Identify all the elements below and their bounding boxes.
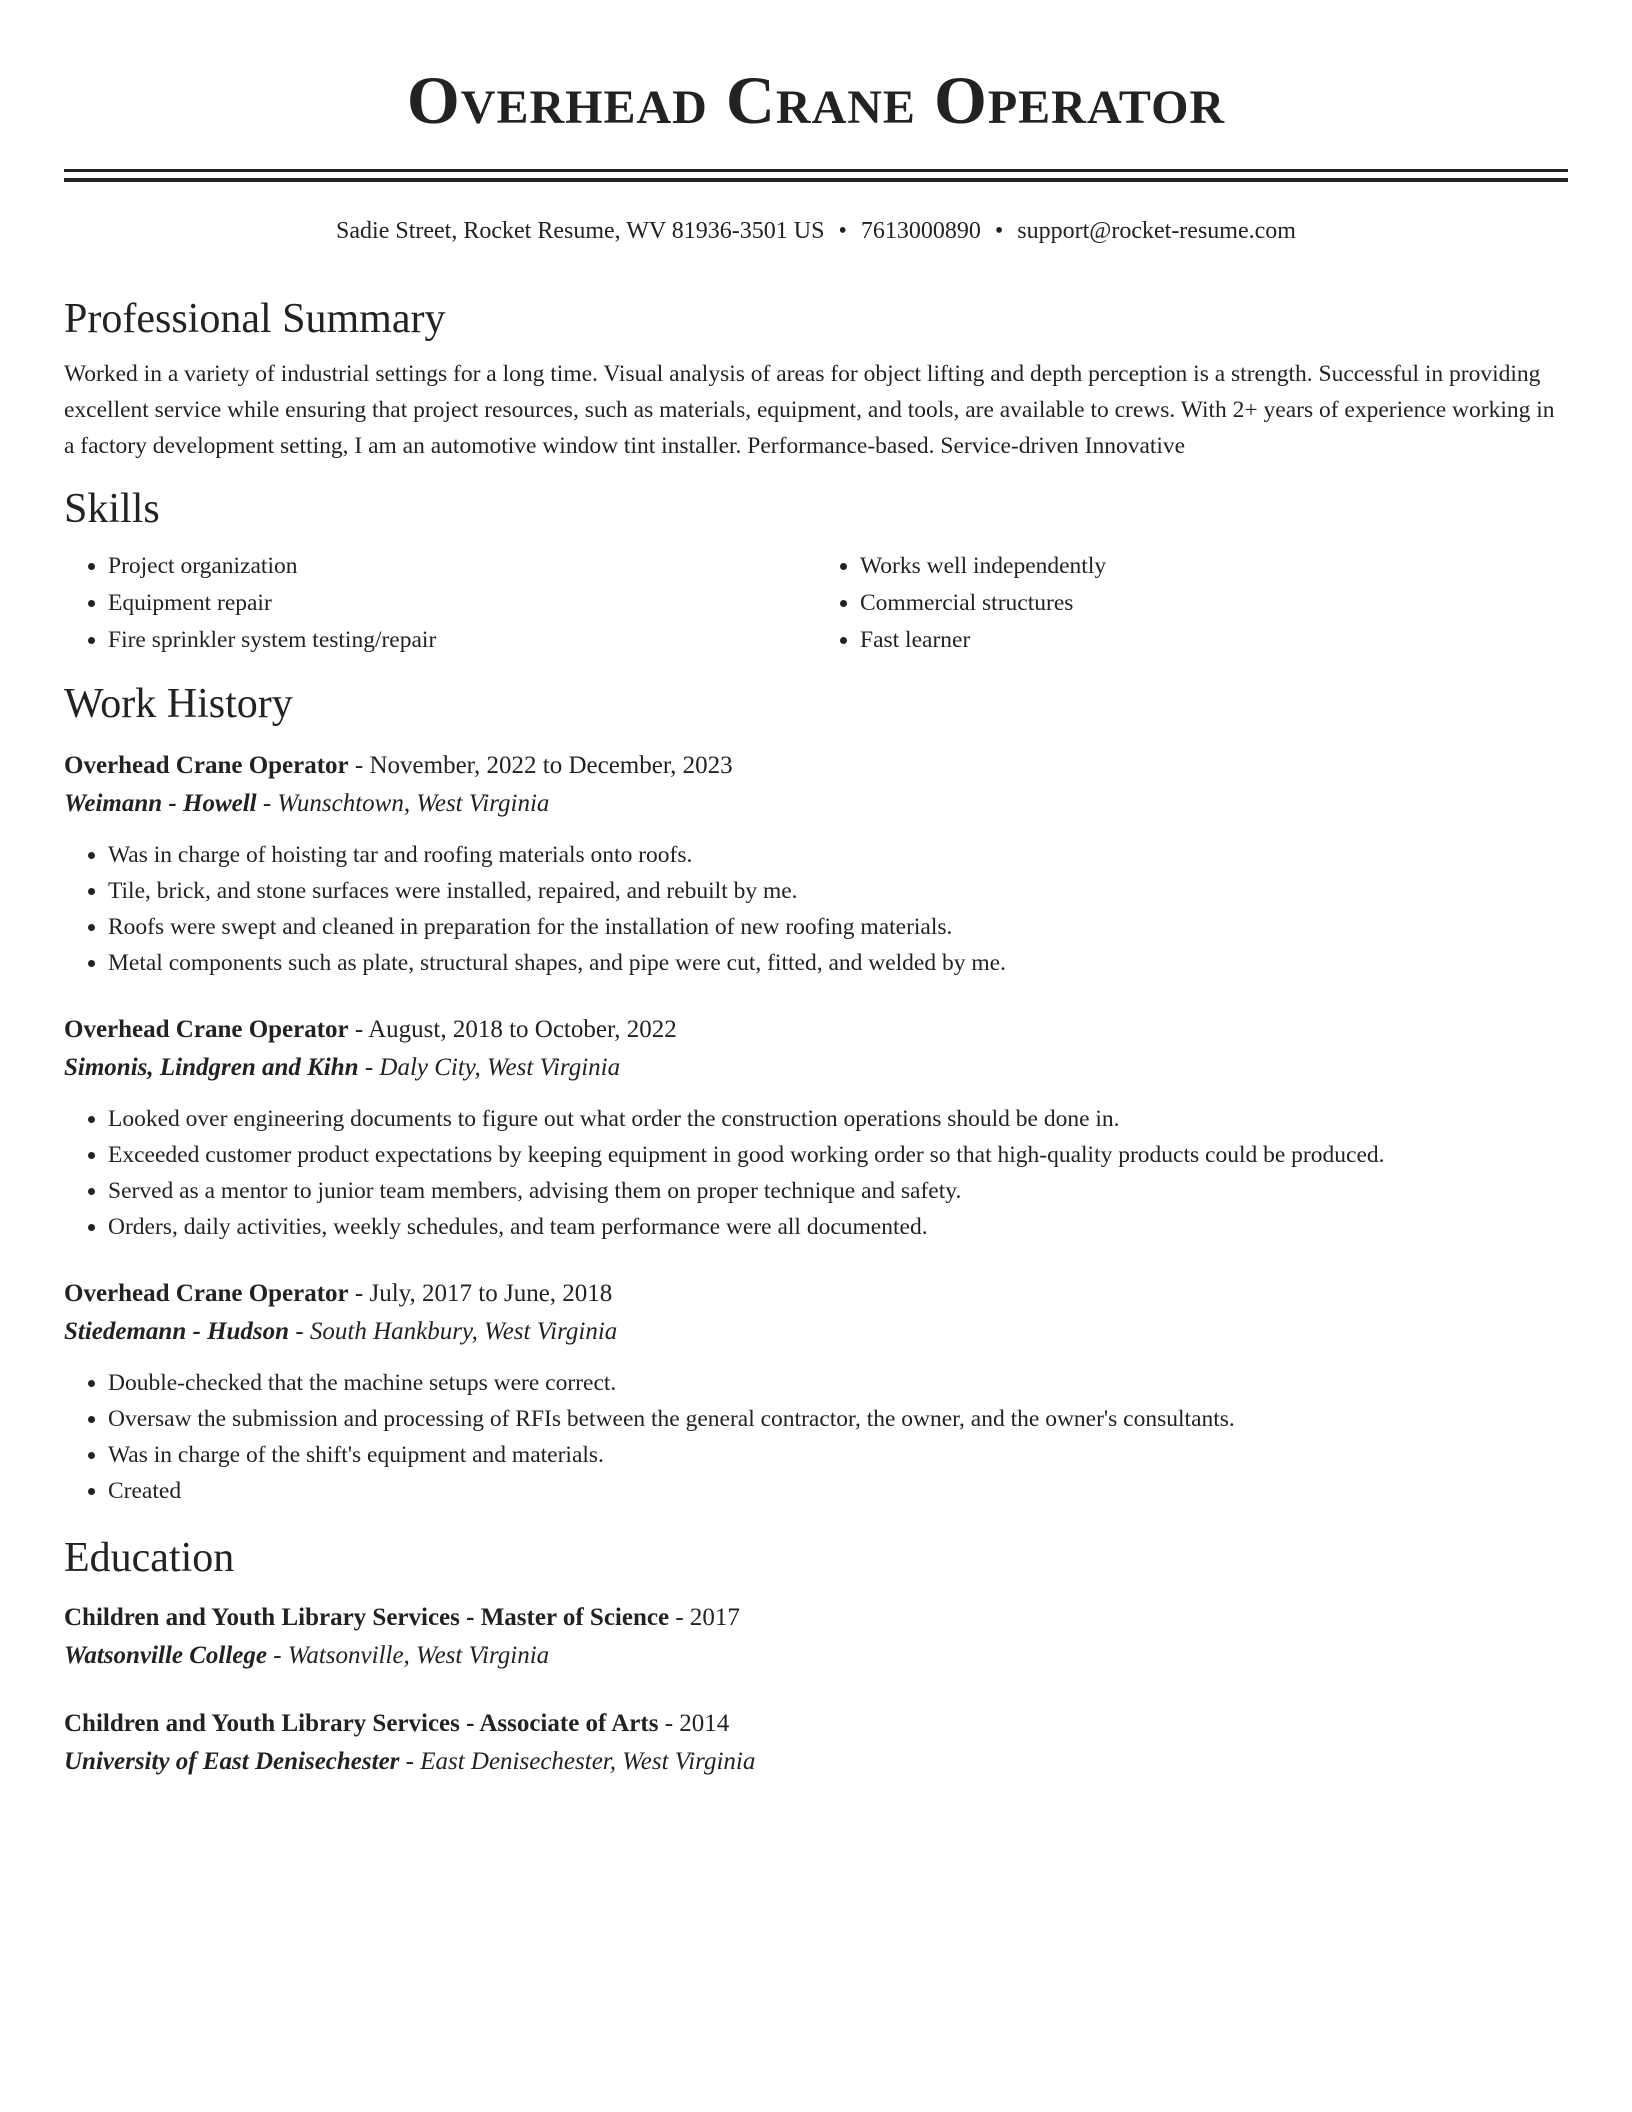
- skill-item: • Fire sprinkler system testing/repair: [108, 622, 816, 659]
- job-employer: [64, 1049, 1568, 1087]
- contact-line: [64, 216, 1568, 246]
- summary-text: Worked in a variety of industrial settings for a long time. Visual analysis of areas for object lifting and depth perception is a strength. Successful in providing excellent service while ensuring that project resources, such as materials, equipment, and tools, are available to crews. With 2+ years of experience working in a factory development setting, I am an automotive window tint installer. Performance-based. Service-driven Innovative: [64, 361, 1555, 459]
- education-school: University of East Denisechester: [64, 1748, 400, 1775]
- job-company: Stiedemann - Hudson: [64, 1318, 290, 1345]
- job-employer: [64, 785, 1568, 823]
- education-entry: [64, 1599, 1568, 1675]
- skill-item: • Project organization: [108, 548, 816, 585]
- skill-item: • Commercial structures: [860, 585, 1568, 622]
- job-header: [64, 1011, 1568, 1049]
- skills-heading: Skills: [64, 486, 160, 532]
- skills-column-left: [64, 548, 816, 659]
- skills-list: [64, 548, 1568, 659]
- education-degree: Children and Youth Library Services - Master of Science: [64, 1604, 670, 1631]
- duty-item: • Orders, daily activities, weekly schedules, and team performance were all documented.: [108, 1209, 1568, 1245]
- job-entry: [64, 1275, 1568, 1509]
- job-duties: [64, 1365, 1568, 1509]
- education-school: Watsonville College: [64, 1642, 267, 1669]
- duty-item: • Metal components such as plate, structural shapes, and pipe were cut, fitted, and welded by me.: [108, 945, 1568, 981]
- job-entry: [64, 1011, 1568, 1245]
- job-company: Simonis, Lindgren and Kihn: [64, 1054, 359, 1081]
- candidate-name: Overhead Crane Operator: [406, 62, 1226, 138]
- summary-heading: Professional Summary: [64, 296, 446, 342]
- contact-address: Sadie Street, Rocket Resume, WV 81936-3501 US: [336, 218, 825, 244]
- education-location: - Watsonville, West Virginia: [267, 1642, 550, 1669]
- education-degree: Children and Youth Library Services - Associate of Arts: [64, 1710, 659, 1737]
- job-company: Weimann - Howell: [64, 790, 257, 817]
- job-dates: - August, 2018 to October, 2022: [348, 1016, 677, 1043]
- education-institution: [64, 1743, 1568, 1781]
- duty-item: • Double-checked that the machine setups were correct.: [108, 1365, 1568, 1401]
- job-employer: [64, 1313, 1568, 1351]
- header-divider-top: [64, 169, 1568, 172]
- skill-item: • Fast learner: [860, 622, 1568, 659]
- education-entry: [64, 1705, 1568, 1781]
- duty-item: • Was in charge of hoisting tar and roofing materials onto roofs.: [108, 837, 1568, 873]
- job-location: - Wunschtown, West Virginia: [256, 790, 550, 817]
- header-divider-bottom: [64, 178, 1568, 182]
- job-duties: [64, 837, 1568, 981]
- duty-item: • Oversaw the submission and processing of RFIs between the general contractor, the owner, and the owner's consultants.: [108, 1401, 1568, 1437]
- job-title: Overhead Crane Operator: [64, 1280, 349, 1307]
- duty-item: • Served as a mentor to junior team members, advising them on proper technique and safety.: [108, 1173, 1568, 1209]
- job-title: Overhead Crane Operator: [64, 752, 349, 779]
- duty-item: • Tile, brick, and stone surfaces were installed, repaired, and rebuilt by me.: [108, 873, 1568, 909]
- contact-phone: 7613000890: [860, 218, 981, 244]
- education-year: - 2014: [658, 1710, 730, 1737]
- job-location: - Daly City, West Virginia: [358, 1054, 621, 1081]
- job-header: [64, 1275, 1568, 1313]
- contact-separator: •: [838, 218, 847, 244]
- duty-item: • Looked over engineering documents to figure out what order the construction operations should be done in.: [108, 1101, 1568, 1137]
- skill-item: • Works well independently: [860, 548, 1568, 585]
- duty-item: • Roofs were swept and cleaned in preparation for the installation of new roofing materials.: [108, 909, 1568, 945]
- education-year: - 2017: [669, 1604, 740, 1631]
- work-history-heading: Work History: [64, 681, 293, 727]
- job-dates: - November, 2022 to December, 2023: [348, 752, 733, 779]
- duty-item: • Was in charge of the shift's equipment and materials.: [108, 1437, 1568, 1473]
- job-header: [64, 747, 1568, 785]
- duty-item: • Created: [108, 1473, 1568, 1509]
- contact-email: support@rocket-resume.com: [1017, 218, 1296, 244]
- education-header: [64, 1599, 1568, 1637]
- duty-item: • Exceeded customer product expectations by keeping equipment in good working order so that high-quality products could be produced.: [108, 1137, 1568, 1173]
- education-heading: Education: [64, 1535, 235, 1581]
- education-location: - East Denisechester, West Virginia: [399, 1748, 756, 1775]
- education-institution: [64, 1637, 1568, 1675]
- job-title: Overhead Crane Operator: [64, 1016, 349, 1043]
- job-dates: - July, 2017 to June, 2018: [348, 1280, 613, 1307]
- contact-separator: •: [994, 218, 1004, 244]
- skill-item: • Equipment repair: [108, 585, 816, 622]
- job-location: - South Hankbury, West Virginia: [289, 1318, 618, 1345]
- education-header: [64, 1705, 1568, 1743]
- job-entry: [64, 747, 1568, 981]
- skills-column-right: [816, 548, 1568, 659]
- job-duties: [64, 1101, 1568, 1245]
